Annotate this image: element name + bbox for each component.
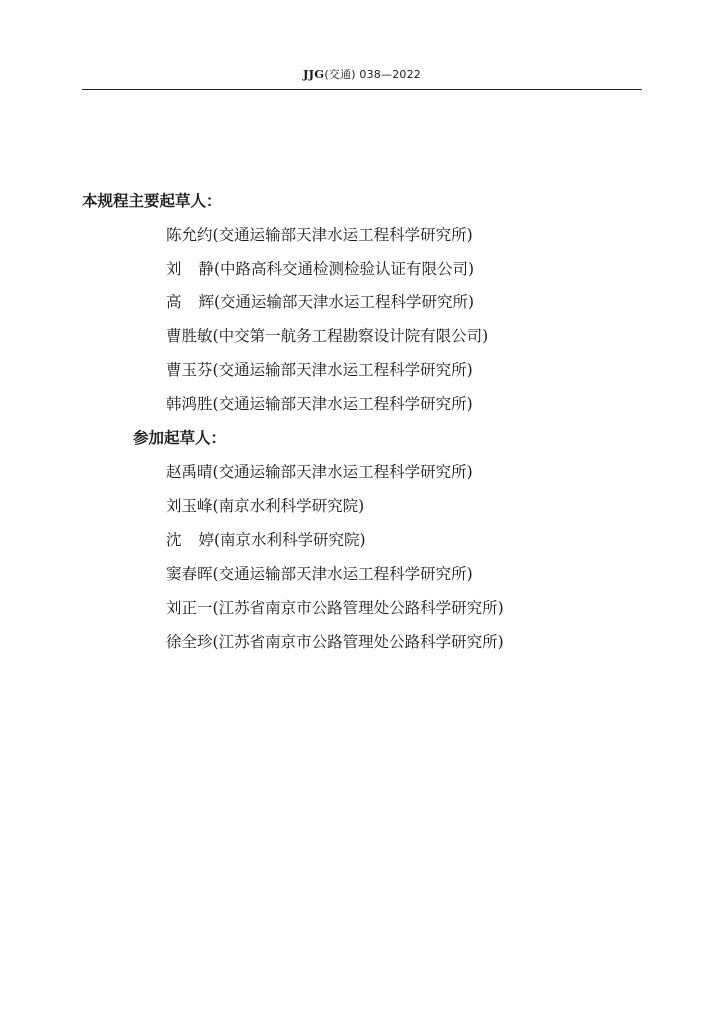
- participating-drafter-entry: [166, 530, 366, 550]
- participating-drafter-entry: [166, 462, 473, 482]
- main-drafter-entry: [166, 225, 473, 245]
- drafter-organization: (交通运输部天津水运工程科学研究所): [212, 395, 473, 413]
- drafter-name: 曹玉芬: [166, 361, 213, 379]
- drafter-name: 沈 婷: [166, 531, 214, 549]
- participating-drafter-entry: [166, 496, 364, 516]
- main-drafter-entry: [166, 394, 473, 414]
- main-drafter-entry: [166, 259, 474, 279]
- main-drafter-entry: [166, 292, 474, 312]
- drafter-organization: (交通运输部天津水运工程科学研究所): [212, 361, 473, 379]
- drafter-name: 窦春晖: [166, 565, 213, 583]
- participating-drafter-entry: [166, 598, 504, 618]
- drafter-organization: (交通运输部天津水运工程科学研究所): [214, 293, 475, 311]
- drafter-organization: (南京水利科学研究院): [214, 531, 366, 549]
- drafter-organization: (交通运输部天津水运工程科学研究所): [212, 565, 473, 583]
- main-drafter-entry: [166, 360, 473, 380]
- drafter-name: 曹胜敏: [166, 327, 213, 345]
- drafter-organization: (交通运输部天津水运工程科学研究所): [212, 226, 473, 244]
- drafter-name: 刘 静: [166, 260, 214, 278]
- main-drafters-heading: 本规程主要起草人：: [82, 192, 222, 210]
- drafter-name: 赵禹晴: [166, 463, 213, 481]
- drafter-name: 高 辉: [166, 293, 214, 311]
- drafter-name: 韩鸿胜: [166, 395, 213, 413]
- drafter-organization: (中交第一航务工程勘察设计院有限公司): [212, 327, 489, 345]
- drafter-organization: (中路高科交通检测检验认证有限公司): [214, 260, 475, 278]
- drafter-name: 刘玉峰: [166, 497, 213, 515]
- drafter-organization: (江苏省南京市公路管理处公路科学研究所): [212, 633, 504, 651]
- standard-code-prefix: JJG: [303, 67, 325, 81]
- drafter-name: 陈允约: [166, 226, 213, 244]
- participating-drafters-heading: 参加起草人：: [133, 429, 227, 447]
- main-drafter-entry: [166, 326, 488, 346]
- drafter-name: 刘正一: [166, 599, 213, 617]
- page-header: [82, 66, 642, 82]
- drafter-name: 徐全珍: [166, 633, 213, 651]
- participating-drafter-entry: [166, 632, 504, 652]
- header-divider: [82, 89, 642, 90]
- drafter-organization: (江苏省南京市公路管理处公路科学研究所): [212, 599, 504, 617]
- standard-code-suffix: (交通) 038—2022: [324, 68, 421, 81]
- drafter-organization: (交通运输部天津水运工程科学研究所): [212, 463, 473, 481]
- drafter-organization: (南京水利科学研究院): [212, 497, 365, 515]
- participating-drafter-entry: [166, 564, 473, 584]
